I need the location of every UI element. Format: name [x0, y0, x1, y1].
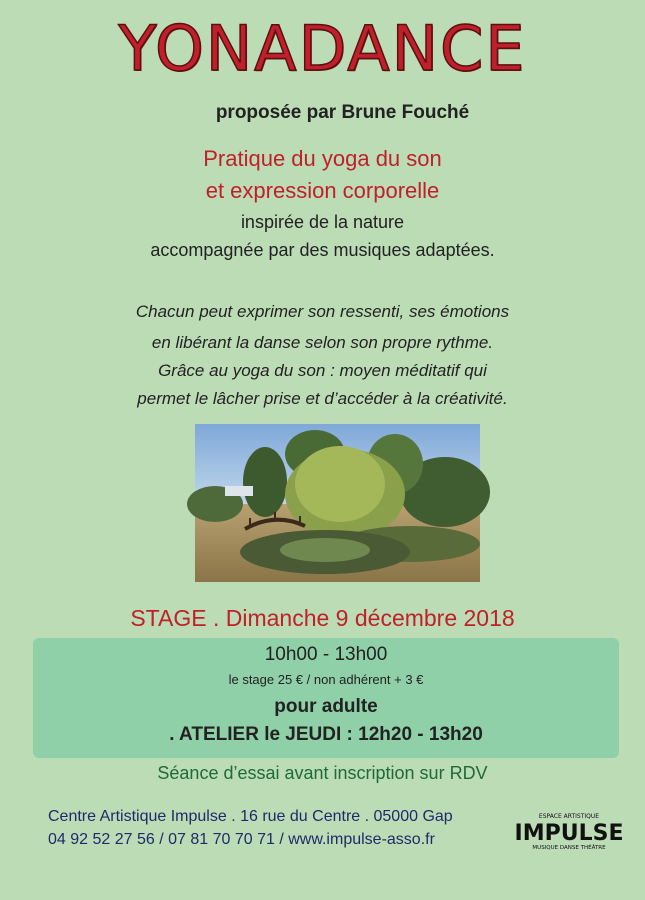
- trial-session-note: Séance d’essai avant inscription sur RDV: [157, 763, 488, 783]
- info-hours: 10h00 - 13h00: [264, 644, 388, 665]
- svg-text:MUSIQUE DANSE THÉÂTRE: MUSIQUE DANSE THÉÂTRE: [532, 845, 606, 851]
- poster-subtitle: proposée par Brune Fouché: [215, 102, 470, 123]
- garden-photo: [195, 424, 480, 582]
- description-line-2: en libérant la danse selon son propre rythme.: [151, 333, 494, 352]
- poster-title: YONADANCE: [118, 12, 527, 85]
- info-price: le stage 25 € / non adhérent + 3 €: [228, 672, 424, 687]
- info-box: [33, 638, 619, 758]
- description-line-4: permet le lâcher prise et d’accéder à la créativité.: [137, 389, 508, 408]
- contact-phones-web[interactable]: 04 92 52 27 56 / 07 81 70 70 71 / www.impulse-asso.fr: [48, 831, 435, 848]
- stage-date-heading: STAGE . Dimanche 9 décembre 2018: [130, 605, 515, 631]
- svg-text:ESPACE ARTISTIQUE: ESPACE ARTISTIQUE: [538, 813, 600, 820]
- contact-address: Centre Artistique Impulse . 16 rue du Centre . 05000 Gap: [48, 808, 453, 825]
- svg-text:IMPULSE: IMPULSE: [514, 821, 624, 846]
- heading-line-1: Pratique du yoga du son: [203, 146, 442, 171]
- impulse-logo: [514, 810, 624, 852]
- info-audience: pour adulte: [274, 696, 378, 717]
- heading-line-2: et expression corporelle: [205, 178, 440, 203]
- intro-line-2: accompagnée par des musiques adaptées.: [150, 240, 495, 260]
- intro-line-1: inspirée de la nature: [240, 212, 405, 232]
- description-line-1: Chacun peut exprimer son ressenti, ses émotions: [135, 302, 510, 321]
- info-atelier: . ATELIER le JEUDI : 12h20 - 13h20: [169, 724, 483, 745]
- description-line-3: Grâce au yoga du son : moyen méditatif qui: [158, 361, 487, 380]
